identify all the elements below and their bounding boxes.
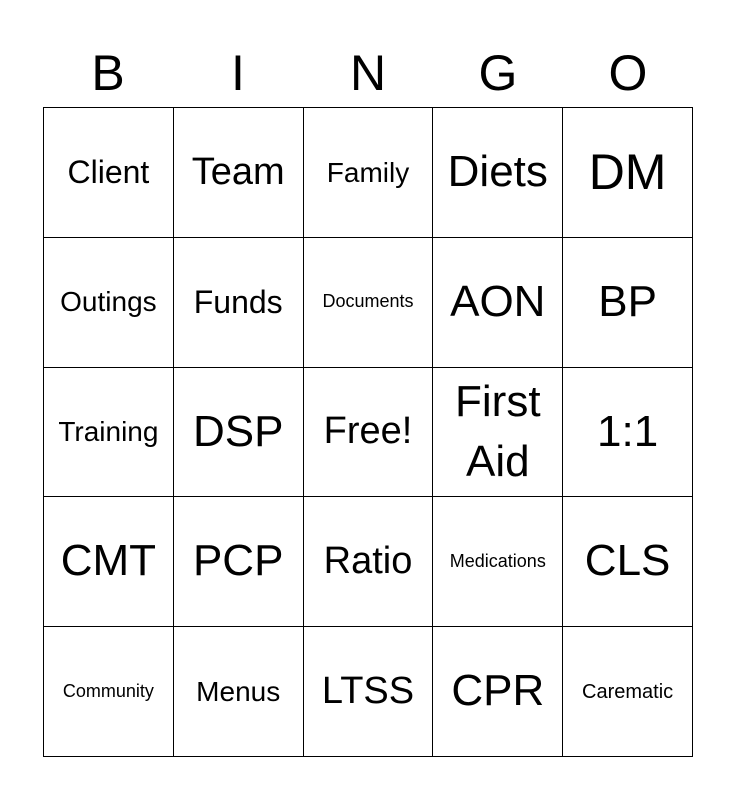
bingo-cell[interactable]: CLS [563, 497, 693, 627]
bingo-cell[interactable]: Free! [304, 368, 434, 498]
bingo-cell[interactable]: DSP [174, 368, 304, 498]
bingo-cell[interactable]: Diets [433, 108, 563, 238]
bingo-cell[interactable]: Community [44, 627, 174, 757]
bingo-cell[interactable]: LTSS [304, 627, 434, 757]
bingo-cell[interactable]: 1:1 [563, 368, 693, 498]
bingo-cell[interactable]: CMT [44, 497, 174, 627]
bingo-cell[interactable]: Client [44, 108, 174, 238]
header-letter-n: N [349, 45, 387, 101]
bingo-cell[interactable]: Funds [174, 238, 304, 368]
header-letter-b: B [91, 45, 125, 101]
header-letter-g: G [478, 45, 518, 101]
bingo-cell[interactable]: Medications [433, 497, 563, 627]
bingo-cell[interactable]: Ratio [304, 497, 434, 627]
bingo-cell[interactable]: Documents [304, 238, 434, 368]
bingo-cell[interactable]: DM [563, 108, 693, 238]
bingo-cell[interactable]: AON [433, 238, 563, 368]
bingo-cell[interactable]: PCP [174, 497, 304, 627]
bingo-cell[interactable]: Outings [44, 238, 174, 368]
bingo-cell[interactable]: Family [304, 108, 434, 238]
bingo-cell[interactable]: Carematic [563, 627, 693, 757]
bingo-cell[interactable]: Training [44, 368, 174, 498]
header-letter-i: I [231, 45, 245, 101]
bingo-cell[interactable]: CPR [433, 627, 563, 757]
header-letter-o: O [608, 45, 648, 101]
bingo-cell[interactable]: BP [563, 238, 693, 368]
bingo-grid [43, 107, 693, 757]
bingo-cell[interactable]: First Aid [433, 368, 563, 498]
bingo-header [43, 40, 693, 106]
bingo-cell[interactable]: Team [174, 108, 304, 238]
bingo-cell[interactable]: Menus [174, 627, 304, 757]
